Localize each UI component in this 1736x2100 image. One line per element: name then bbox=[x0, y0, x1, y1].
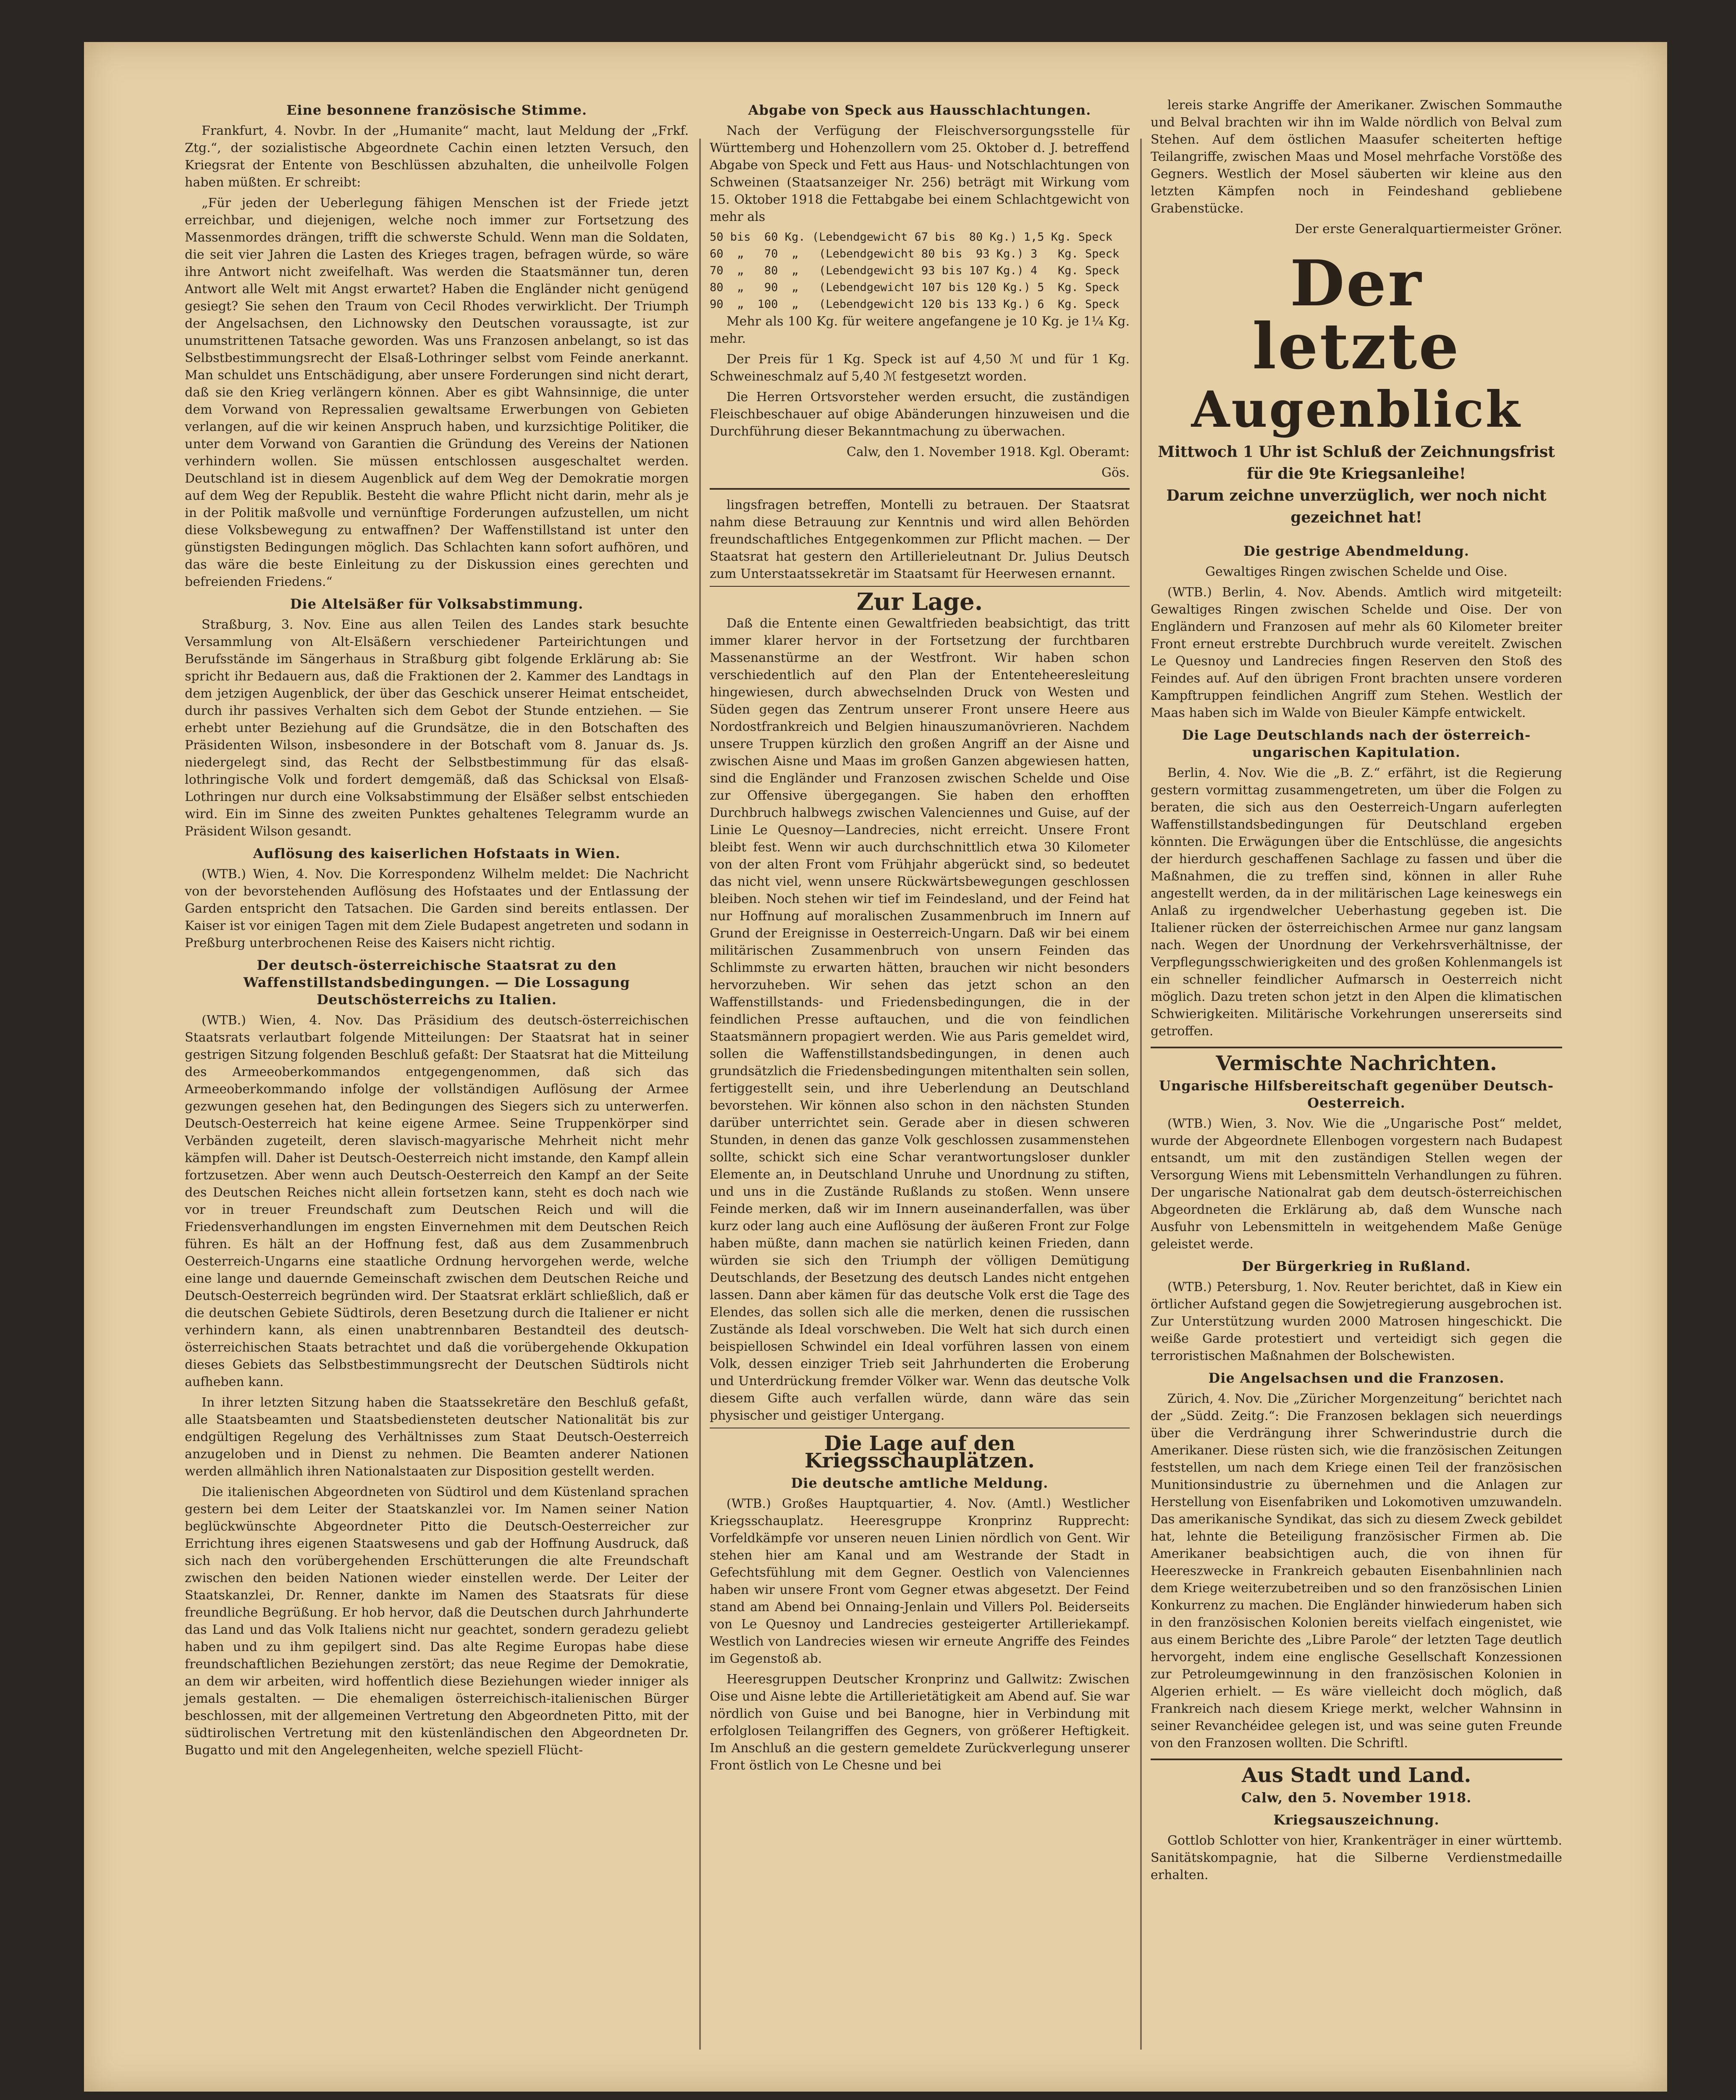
column-3 bbox=[1151, 97, 1562, 1887]
signature: Calw, den 1. November 1918. Kgl. Oberamt: bbox=[847, 445, 1130, 459]
headline: Die Lage Deutschlands nach der österreich-ungarischen Kapitulation. bbox=[1182, 727, 1531, 760]
headline: Eine besonnene französische Stimme. bbox=[286, 102, 587, 118]
subheadline: Der Bürgerkrieg in Rußland. bbox=[1242, 1258, 1471, 1274]
war-loan-advertisement bbox=[1151, 248, 1562, 533]
paragraph: Zürich, 4. Nov. Die „Züricher Morgenzeitung“ berichtet nach der „Südd. Zeitg.“: Die Franzosen beklagen sich neuerdings über die Verdrängung ihrer Schwerindustrie durch die Amerikaner. Diese rüsten sich, wie die französischen Zeitungen feststellen, um nach dem Kriege einen Teil der französischen Munitionsindustrie zu übernehmen und die Anlagen zur Herstellung von Eisenfabriken und Lokomotiven umzuwandeln. Das amerikanische Syndikat, das sich zu diesem Zweck gebildet hat, lehnte die Beteiligung französischer Firmen ab. Die Amerikaner beabsichtigen auch, die von ihnen für Heereszwecke in Frankreich gebauten Eisenbahnlinien nach dem Kriege weiterzubetreiben und so den französischen Linien Konkurrenz zu machen. Die Engländer hinwiederum haben sich in den französischen Kolonien bereits vielfach eingenistet, wie aus einem Berichte des „Libre Parole“ der letzten Tage deutlich hervorgeht, indem eine englische Gesellschaft Konzessionen zur Petroleumgewinnung in den französischen Kolonien in Algerien erhielt. — Es wäre vielleicht doch möglich, daß Frankreich nach diesem Kriege merkt, welcher Wahnsinn in seiner Revanchéidee gelegen ist, und was seine guten Freunde von den Franzosen wollten. Die Schriftl. bbox=[1151, 1391, 1562, 1751]
ad-title-line: letzte bbox=[1252, 310, 1461, 383]
paragraph: Die italienischen Abgeordneten von Südtirol und dem Küstenland sprachen gestern bei dem Leiter der Staatskanzlei vor. Im Namen seiner Nation beglückwünschte Abgeordneter Pitto die Deutsch-Oesterreicher zur Errichtung ihres eigenen Staatswesens und gab der Hoffnung Ausdruck, daß sich nach den vorübergehenden Erschütterungen die alte Freundschaft zwischen den beiden Nationen wieder einstellen werde. Der Leiter der Staatskanzlei, Dr. Renner, dankte im Namen des Staatsrats für diese freundliche Begrüßung. Er hob hervor, daß die Deutschen durch Jahrhunderte das Land und das Volk Italiens nicht nur geachtet, sondern geradezu geliebt haben und zu ihm gepilgert sind. Das alte Regime Europas habe diese freundschaftlichen Beziehungen zerstört; das neue Regime der Demokratie, an dem wir arbeiten, wird hoffentlich diese Beziehungen wieder inniger als jemals gestalten. — Die ehemaligen österreichisch-italienischen Bürger beschlossen, mit der allgemeinen Vertretung den Abgeordneten Pitto, mit der südtirolischen Vertretung mit den küstenländischen den Abgeordneten Dr. Bugatto und mit den Angelegenheiten, welche speziell Flücht- bbox=[185, 1485, 689, 1758]
headline: Zur Lage. bbox=[856, 588, 983, 616]
paragraph: „Für jeden der Ueberlegung fähigen Menschen ist der Friede jetzt erreichbar, und diejenigen, welche noch immer zur Fortsetzung des Massenmordes drängen, trifft die schwerste Schuld. Wenn man die Soldaten, die seit vier Jahren die Lasten des Krieges tragen, befragen würde, so wäre ihre Antwort nicht zweifelhaft. Was werden die Staatsmänner tun, deren Antwort alle Welt mit Angst erwartet? Haben die Engländer nicht genügend gesiegt? Sie sehen den Traum von Cecil Rhodes verwirklicht. Der Triumph der Angelsachsen, den Lichnowsky den Deutschen voraussagte, ist zur unumstrittenen Tatsache geworden. Was uns Franzosen anbelangt, so ist das Selbstbestimmungsrecht der Elsaß-Lothringer selbst vom Feinde anerkannt. Man schuldet uns Entschädigung, aber unsere Forderungen sind nicht derart, daß sie den Krieg verlängern können. Aber es gibt Wahnsinnige, die unter dem Vorwand von Repressalien gewaltsame Erwerbungen von Gebieten verlangen, auf die wir keinen Anspruch haben, und kurzsichtige Politiker, die unter dem Vorwand von Garantien die Gründung des Vereins der Nationen verhindern wollen. Sie müssen entschlossen ausgeschaltet werden. Deutschland ist in diesem Augenblick auf dem Weg der Demokratie morgen auf dem Weg der Republik. Besteht die wahre Pflicht nicht darin, mehr als je in der Politik maßvolle und vernünftige Forderungen aufzustellen, um nicht diese Volksbewegung zu entwaffnen? Der Waffenstillstand ist unter den günstigsten Bedingungen möglich. Das Schlachten kann sofort aufhören, und das wäre die beste Einleitung zu der Diskussion eines gerechten und befreienden Friedens.“ bbox=[185, 196, 689, 589]
paragraph: Die Herren Ortsvorsteher werden ersucht, die zuständigen Fleischbeschauer auf obige Abänderungen hinzuweisen und die Durchführung dieser Bekanntmachung zu überwachen. bbox=[710, 390, 1130, 439]
paragraph: Berlin, 4. Nov. Wie die „B. Z.“ erfährt, ist die Regierung gestern vormittag zusammengetreten, um über die Folgen zu beraten, die sich aus den Oesterreich-Ungarn auferlegten Waffenstillstandsbedingungen für Deutschland ergeben könnten. Die Erwägungen über die Entschlüsse, die angesichts der hierdurch geschaffenen Sachlage zu fassen und über die Maßnahmen, die zu treffen sind, können in aller Ruhe angestellt werden, da in der militärischen Lage keineswegs ein Anlaß zu irgendwelcher Ueberhastung gegeben ist. Die Italiener rücken der österreichischen Armee nur ganz langsam nach. Wegen der Unordnung der Verkehrsverhältnisse, der Verpflegungsschwierigkeiten und des großen Kohlenmangels ist ein schneller feindlicher Aufmarsch in Oesterreich nicht möglich. Dazu treten schon jetzt in den Alpen die klimatischen Schwierigkeiten. Militärische Vorkehrungen unsererseits sind getroffen. bbox=[1151, 766, 1562, 1039]
signature: Der erste Generalquartiermeister Gröner. bbox=[1295, 222, 1562, 236]
paragraph: Mehr als 100 Kg. für weitere angefangene je 10 Kg. je 1¼ Kg. mehr. bbox=[710, 314, 1130, 346]
paragraph: (WTB.) Wien, 3. Nov. Wie die „Ungarische Post“ meldet, wurde der Abgeordnete Ellenbogen vorgestern nach Budapest entsandt, um mit den zuständigen Stellen wegen der Versorgung Wiens mit Lebensmitteln Verhandlungen zu führen. Der ungarische Nationalrat gab dem deutsch-österreichischen Abgeordneten die Erklärung ab, daß dem Wunsche nach Ausfuhr von Lebensmitteln in weitgehendem Maße Genüge geleistet werde. bbox=[1151, 1116, 1562, 1252]
speck-table-row: 80 „ 90 „ (Lebendgewicht 107 bis 120 Kg.) 5 Kg. Speck bbox=[710, 281, 1120, 294]
headline: Die gestrige Abendmeldung. bbox=[1243, 543, 1469, 559]
dateline: Calw, den 5. November 1918. bbox=[1241, 1790, 1472, 1806]
paragraph: Frankfurt, 4. Novbr. In der „Humanite“ macht, laut Meldung der „Frkf. Ztg.“, der sozialistische Abgeordnete Cachin einen letzten Versuch, den Kriegsrat der Entente von Beschlüssen abzuhalten, die unheilvolle Folgen haben müßten. Er schreibt: bbox=[185, 123, 689, 190]
paragraph: (WTB.) Großes Hauptquartier, 4. Nov. (Amtl.) Westlicher Kriegsschauplatz. Heeresgruppe Kronprinz Rupprecht: Vorfeldkämpfe vor unseren neuen Linien nördlich von Gent. Wir stehen hier am Kanal und am Westrande der Stadt in Gefechtsfühlung mit dem Gegner. Oestlich von Valenciennes haben wir unsere Front vom Gegner etwas abgesetzt. Der Feind stand am Abend bei Onnaing-Jenlain und Villers Pol. Beiderseits von Le Quesnoy und Landrecies gesteigerter Artilleriekampf. Westlich von Landrecies wiesen wir erneute Angriffe des Feindes im Gegenstoß ab. bbox=[710, 1496, 1130, 1666]
divider bbox=[710, 488, 1130, 490]
headline: Die Altelsäßer für Volksabstimmung. bbox=[290, 596, 584, 612]
column-1 bbox=[185, 97, 689, 1762]
paragraph: lingsfragen betreffen, Montelli zu betrauen. Der Staatsrat nahm diese Betrauung zur Kenntnis und wird allen Behörden freundschaftliches Entgegenkommen zur Pflicht machen. — Der Staatsrat hat gestern den Artillerieleutnant Dr. Julius Deutsch zum Unterstaatssekretär im Staatsamt für Heerwesen ernannt. bbox=[710, 498, 1130, 581]
paragraph: Heeresgruppen Deutscher Kronprinz und Gallwitz: Zwischen Oise und Aisne lebte die Artillerietätigkeit am Abend auf. Sie war nördlich von Guise und bei Banogne, hier in Verbindung mit erfolglosen Teilangriffen des Gegners, von größerer Heftigkeit. Im Anschluß an die gestern gemeldete Zurückverlegung unserer Front östlich von Le Chesne und bei bbox=[710, 1672, 1130, 1773]
speck-table-row: 50 bis 60 Kg. (Lebendgewicht 67 bis 80 Kg.) 1,5 Kg. Speck bbox=[710, 231, 1113, 244]
headline: Vermischte Nachrichten. bbox=[1216, 1052, 1497, 1075]
paragraph: (WTB.) Wien, 4. Nov. Das Präsidium des deutsch-österreichischen Staatsrats verlautbart folgende Mitteilungen: Der Staatsrat hat in seiner gestrigen Sitzung folgenden Beschluß gefaßt: Der Staatsrat hat die Mitteilung des Armeeoberkommandos entgegengenommen, daß sich das Armeeoberkommando infolge der vollständigen Auflösung der Armee gezwungen gesehen hat, den Bedingungen des Siegers sich zu unterwerfen. Deutsch-Oesterreich hat keine eigene Armee. Seine Truppenkörper sind Verbänden zugeteilt, deren slavisch-magyarische Mehrheit nicht mehr kämpfen will. Daher ist Deutsch-Oesterreich nicht imstande, den Kampf allein fortzusetzen. Aber wenn auch Deutsch-Oesterreich den Kampf an der Seite des Deutschen Reiches nicht allein fortsetzen kann, steht es doch nach wie vor in treuer Freundschaft zum Deutschen Reich und will die Friedensverhandlungen im engsten Einvernehmen mit dem Deutschen Reich führen. Es hält an der Hoffnung fest, daß aus dem Zusammenbruch Oesterreich-Ungarns eine staatliche Ordnung hervorgehen werde, welche eine lange und dauernde Gemeinschaft zwischen dem Deutschen Reiche und Deutsch-Oesterreich begründen wird. Der Staatsrat erklärt schließlich, daß er die deutschen Gebiete Südtirols, deren Besetzung durch die Italiener er nicht verhindern kann, als einen unabtrennbaren Bestandteil des deutsch-österreichischen Staats betrachtet und daß die vorübergehende Okkupation dieses Gebiets das Selbstbestimmungsrecht der Deutschen Südtirols nicht aufheben kann. bbox=[185, 1013, 689, 1389]
ad-title-line: Augenblick bbox=[1191, 380, 1522, 438]
paragraph: lereis starke Angriffe der Amerikaner. Zwischen Sommauthe und Belval brachten wir ihn im Walde nördlich von Belval zum Stehen. Auf dem östlichen Maasufer scheiterten heftige Teilangriffe, zwischen Maas und Mosel mehrfache Vorstöße des Gegners. Westlich der Mosel säuberten wir kleine aus den letzten Kämpfen noch in Feindeshand gebliebene Grabenstücke. bbox=[1151, 98, 1562, 216]
divider bbox=[710, 586, 1130, 587]
subheadline: Gewaltiges Ringen zwischen Schelde und Oise. bbox=[1205, 564, 1508, 579]
divider bbox=[1151, 1759, 1562, 1760]
paragraph: Der Preis für 1 Kg. Speck ist auf 4,50 ℳ und für 1 Kg. Schweineschmalz auf 5,40 ℳ festgesetzt worden. bbox=[710, 352, 1130, 384]
paragraph: Daß die Entente einen Gewaltfrieden beabsichtigt, das tritt immer klarer hervor in der Fortsetzung der furchtbaren Massenanstürme an der Westfront. Wir haben schon verschiedentlich auf den Plan der Ententeheeresleitung hingewiesen, durch abwechselnden Druck von Westen und Süden gegen das Zentrum unserer Front unsere Heere aus Nordostfrankreich und Belgien hinauszumanövrieren. Nachdem unsere Truppen kürzlich den großen Angriff an der Aisne und zwischen Aisne und Maas im großen Ganzen abgewiesen hatten, sind die Engländer und Franzosen zwischen Schelde und Oise zur Offensive übergegangen. Sie haben den erhofften Durchbruch halbwegs zwischen Valenciennes und Guise, auf der Linie Le Quesnoy—Landrecies, nicht erreicht. Unsere Front bleibt fest. Wenn wir auch durchschnittlich etwa 30 Kilometer von der alten Front vom Frühjahr abgerückt sind, so bedeutet das nicht viel, wenn unsere Rückwärtsbewegungen geschlossen bleiben. Noch stehen wir tief im Feindesland, und der Feind hat nur Hoffnung auf moralischen Zusammenbruch im Innern auf Grund der Ereignisse in Oesterreich-Ungarn. Daß wir bei einem militärischen Zusammenbruch von unsern Feinden das Schlimmste zu erwarten hätten, brauchen wir nicht besonders hervorzuheben. Wir sehen das jetzt schon an den Waffenstillstands- und Friedensbedingungen, die in der feindlichen Presse auftauchen, und die von feindlichen Staatsmännern propagiert werden. Wie aus Paris gemeldet wird, sollen die Waffenstillstandsbedingungen, in denen auch grundsätzlich die Friedensbedingungen mitenthalten sein sollen, fertiggestellt sein, und ihre Ueberlendung an Deutschland bevorstehen. Wir können also schon in den nächsten Stunden darüber unterrichtet sein. Gerade aber in diesen schweren Stunden, in denen das ganze Volk geschlossen zusammenstehen sollte, schickt sich eine Schar verantwortungsloser dunkler Elemente an, in Deutschland Unruhe und Unordnung zu stiften, und uns in die Zustände Rußlands zu stoßen. Wenn unsere Feinde merken, daß wir im Innern auseinanderfallen, was über kurz oder lang auch eine Auflösung der äußeren Front zur Folge haben müßte, dann machen sie natürlich keinen Frieden, dann würden sie sich den Triumph der völligen Demütigung Deutschlands, der Besetzung des deutsch Landes nicht entgehen lassen. Dann aber kämen für das deutsche Volk erst die Tage des Elendes, das sollen sich alle die merken, denen die russischen Zustände als Ideal vorschweben. Die Welt hat sich durch einen beispiellosen Schwindel ein Ideal vorführen lassen von einem Volk, dessen einziger Trieb seit Jahrhunderten die Eroberung und Unterdrückung fremder Völker war. Wenn das deutsche Volk diesem Gifte auch verfallen würde, dann wäre das sein physischer und geistiger Untergang. bbox=[710, 616, 1130, 1423]
paragraph: (WTB.) Wien, 4. Nov. Die Korrespondenz Wilhelm meldet: Die Nachricht von der bevorstehenden Auflösung des Hofstaates und der Entlassung der Garden entspricht den Tatsachen. Die Garden sind bereits entlassen. Der Kaiser ist vor einigen Tagen mit dem Ziele Budapest angetreten und sodann in Preßburg unterbrochenen Reise des Kaisers nicht richtig. bbox=[185, 867, 689, 950]
ad-title-line: Der bbox=[1290, 247, 1423, 320]
paragraph: (WTB.) Berlin, 4. Nov. Abends. Amtlich wird mitgeteilt: Gewaltiges Ringen zwischen Schelde und Oise. Der von Engländern und Franzosen auf mehr als 60 Kilometer breiter Front erneut erstrebte Durchbruch wurde vereitelt. Zwischen Le Quesnoy und Landrecies fingen Reserven den Stoß des Feindes auf. Auf den übrigen Front brachten unsere vorderen Kampftruppen feindlichen Angriff zum Stehen. Westlich der Maas haben sich im Walde von Bieuler Kämpfe entwickelt. bbox=[1151, 585, 1562, 720]
speck-table-row: 70 „ 80 „ (Lebendgewicht 93 bis 107 Kg.) 4 Kg. Speck bbox=[710, 264, 1120, 277]
headline: Der deutsch-österreichische Staatsrat zu den Waffenstillstandsbedingungen. — Die Lossagung Deutschösterreichs zu Italien. bbox=[243, 957, 630, 1008]
speck-table-row: 90 „ 100 „ (Lebendgewicht 120 bis 133 Kg.) 6 Kg. Speck bbox=[710, 298, 1120, 311]
paragraph: Gottlob Schlotter von hier, Krankenträger in einer württemb. Sanitätskompagnie, hat die Silberne Verdienstmedaille erhalten. bbox=[1151, 1833, 1562, 1882]
subheadline: Kriegsauszeichnung. bbox=[1273, 1812, 1440, 1828]
signature: Gös. bbox=[1101, 465, 1130, 480]
divider bbox=[1151, 1047, 1562, 1048]
subheadline: Die deutsche amtliche Meldung. bbox=[791, 1475, 1049, 1491]
ad-text: Darum zeichne unverzüglich, wer noch nicht gezeichnet hat! bbox=[1166, 487, 1547, 526]
headline: Auflösung des kaiserlichen Hofstaats in Wien. bbox=[253, 845, 621, 861]
headline: Die Lage auf den Kriegsschauplätzen. bbox=[805, 1432, 1035, 1473]
paragraph: Nach der Verfügung der Fleischversorgungsstelle für Württemberg und Hohenzollern vom 25. Oktober d. J. betreffend Abgabe von Speck und Fett aus Haus- und Notschlachtungen von Schweinen (Staatsanzeiger Nr. 256) beträgt mit Wirkung vom 15. Oktober 1918 die Fettabgabe bei einem Schlachtgewicht von mehr als bbox=[710, 123, 1130, 224]
column-2 bbox=[710, 97, 1130, 1777]
speck-table-row: 60 „ 70 „ (Lebendgewicht 80 bis 93 Kg.) 3 Kg. Speck bbox=[710, 247, 1120, 260]
paragraph: In ihrer letzten Sitzung haben die Staatssekretäre den Beschluß gefaßt, alle Staatsbeamten und Staatsbediensteten deutscher Nationalität bis zur endgültigen Regelung des Verhältnisses zum Staat Deutsch-Oesterreich anzugeloben und in Dienst zu nehmen. Die Beamten anderer Nationen werden allmählich ihren Nationalstaaten zur Disposition gestellt werden. bbox=[185, 1395, 689, 1479]
paragraph: Straßburg, 3. Nov. Eine aus allen Teilen des Landes stark besuchte Versammlung von Alt-Elsäßern verschiedener Parteirichtungen und Berufsstände im Sängerhaus in Straßburg gibt folgende Erklärung ab: Sie spricht ihr Bedauern aus, daß die Fraktionen der 2. Kammer des Landtags in dem jetzigen Augenblick, der über das Geschick unserer Heimat entscheidet, durch ihr passives Verhalten sich dem Gebot der Stunde entziehen. — Sie erhebt unter Beziehung auf die Grundsätze, die in den Botschaften des Präsidenten Wilson, insbesondere in der Botschaft vom 8. Januar ds. Js. niedergelegt sind, das Recht der Selbstbestimmung für das elsaß-lothringische Volk und fordert demgemäß, daß das Schicksal von Elsaß-Lothringen nur durch eine Volksabstimmung der Elsäßer selbst entschieden wird. Ein im Sinne des zweiten Punktes gehaltenes Telegramm wurde an Präsident Wilson gesandt. bbox=[185, 617, 689, 839]
headline: Abgabe von Speck aus Hausschlachtungen. bbox=[748, 102, 1091, 118]
paragraph: (WTB.) Petersburg, 1. Nov. Reuter berichtet, daß in Kiew ein örtlicher Aufstand gegen die Sowjetregierung ausgebrochen ist. Zur Unterstützung wurden 2000 Matrosen hingeschickt. Die weiße Garde protestiert und verteidigt sich gegen die terroristischen Maßnahmen der Bolschewisten. bbox=[1151, 1280, 1563, 1363]
column-rule bbox=[699, 139, 701, 2050]
ad-text: Mittwoch 1 Uhr ist Schluß der Zeichnungsfrist für die 9te Kriegsanleihe! bbox=[1158, 443, 1555, 483]
column-rule bbox=[1140, 139, 1142, 2050]
subheadline: Die Angelsachsen und die Franzosen. bbox=[1208, 1370, 1505, 1386]
headline: Aus Stadt und Land. bbox=[1241, 1764, 1471, 1787]
subheadline: Ungarische Hilfsbereitschaft gegenüber Deutsch-Oesterreich. bbox=[1159, 1078, 1554, 1111]
